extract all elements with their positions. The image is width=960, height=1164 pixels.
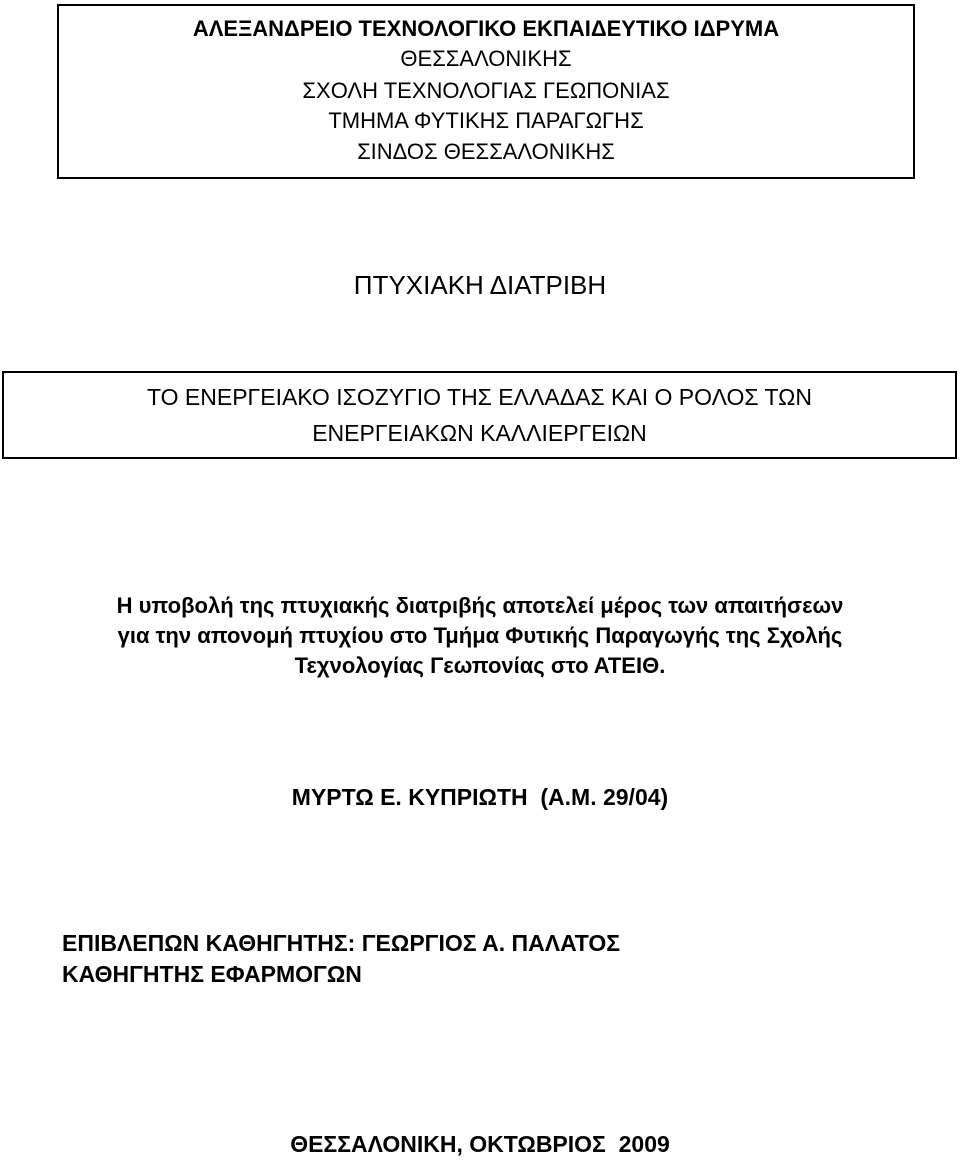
- institution-header-box: [57, 4, 915, 179]
- department-name: ΤΜΗΜΑ ΦΥΤΙΚΗΣ ΠΑΡΑΓΩΓΗΣ: [328, 108, 644, 133]
- submission-statement-line-1: Η υποβολή της πτυχιακής διατριβής αποτελεί μέρος των απαιτήσεων: [116, 593, 844, 618]
- institution-name-line-2: ΘΕΣΣΑΛΟΝΙΚΗΣ: [400, 46, 572, 71]
- submission-statement-line-2: για την απονομή πτυχίου στο Τμήμα Φυτικής Παραγωγής της Σχολής: [117, 623, 843, 648]
- school-name: ΣΧΟΛΗ ΤΕΧΝΟΛΟΓΙΑΣ ΓΕΩΠΟΝΙΑΣ: [302, 78, 670, 103]
- submission-statement-line-3: Τεχνολογίας Γεωπονίας στο ΑΤΕΙΘ.: [294, 653, 666, 678]
- thesis-title-box: [2, 371, 957, 459]
- author-name: ΜΥΡΤΩ Ε. ΚΥΠΡΙΩΤΗ (Α.Μ. 29/04): [291, 784, 669, 810]
- thesis-title-line-2: ΕΝΕΡΓΕΙΑΚΩΝ ΚΑΛΛΙΕΡΓΕΙΩΝ: [312, 420, 647, 446]
- thesis-title-line-1: ΤΟ ΕΝΕΡΓΕΙΑΚΟ ΙΣΟΖΥΓΙΟ ΤΗΣ ΕΛΛΑΔΑΣ ΚΑΙ Ο ΡΟΛΟΣ ΤΩΝ: [147, 384, 812, 410]
- place-and-date: ΘΕΣΣΑΛΟΝΙΚΗ, ΟΚΤΩΒΡΙΟΣ 2009: [290, 1131, 670, 1157]
- institution-name-line-1: ΑΛΕΞΑΝΔΡΕΙΟ ΤΕΧΝΟΛΟΓΙΚΟ ΕΚΠΑΙΔΕΥΤΙΚΟ ΙΔΡΥΜΑ: [192, 16, 780, 41]
- thesis-type-label: ΠΤΥΧΙΑΚΗ ΔΙΑΤΡΙΒΗ: [353, 270, 607, 300]
- supervisor-name: ΕΠΙΒΛΕΠΩΝ ΚΑΘΗΓΗΤΗΣ: ΓΕΩΡΓΙΟΣ Α. ΠΑΛΑΤΟΣ: [62, 930, 621, 956]
- supervisor-title: ΚΑΘΗΓΗΤΗΣ ΕΦΑΡΜΟΓΩΝ: [62, 961, 362, 987]
- campus-location: ΣΙΝΔΟΣ ΘΕΣΣΑΛΟΝΙΚΗΣ: [357, 139, 615, 164]
